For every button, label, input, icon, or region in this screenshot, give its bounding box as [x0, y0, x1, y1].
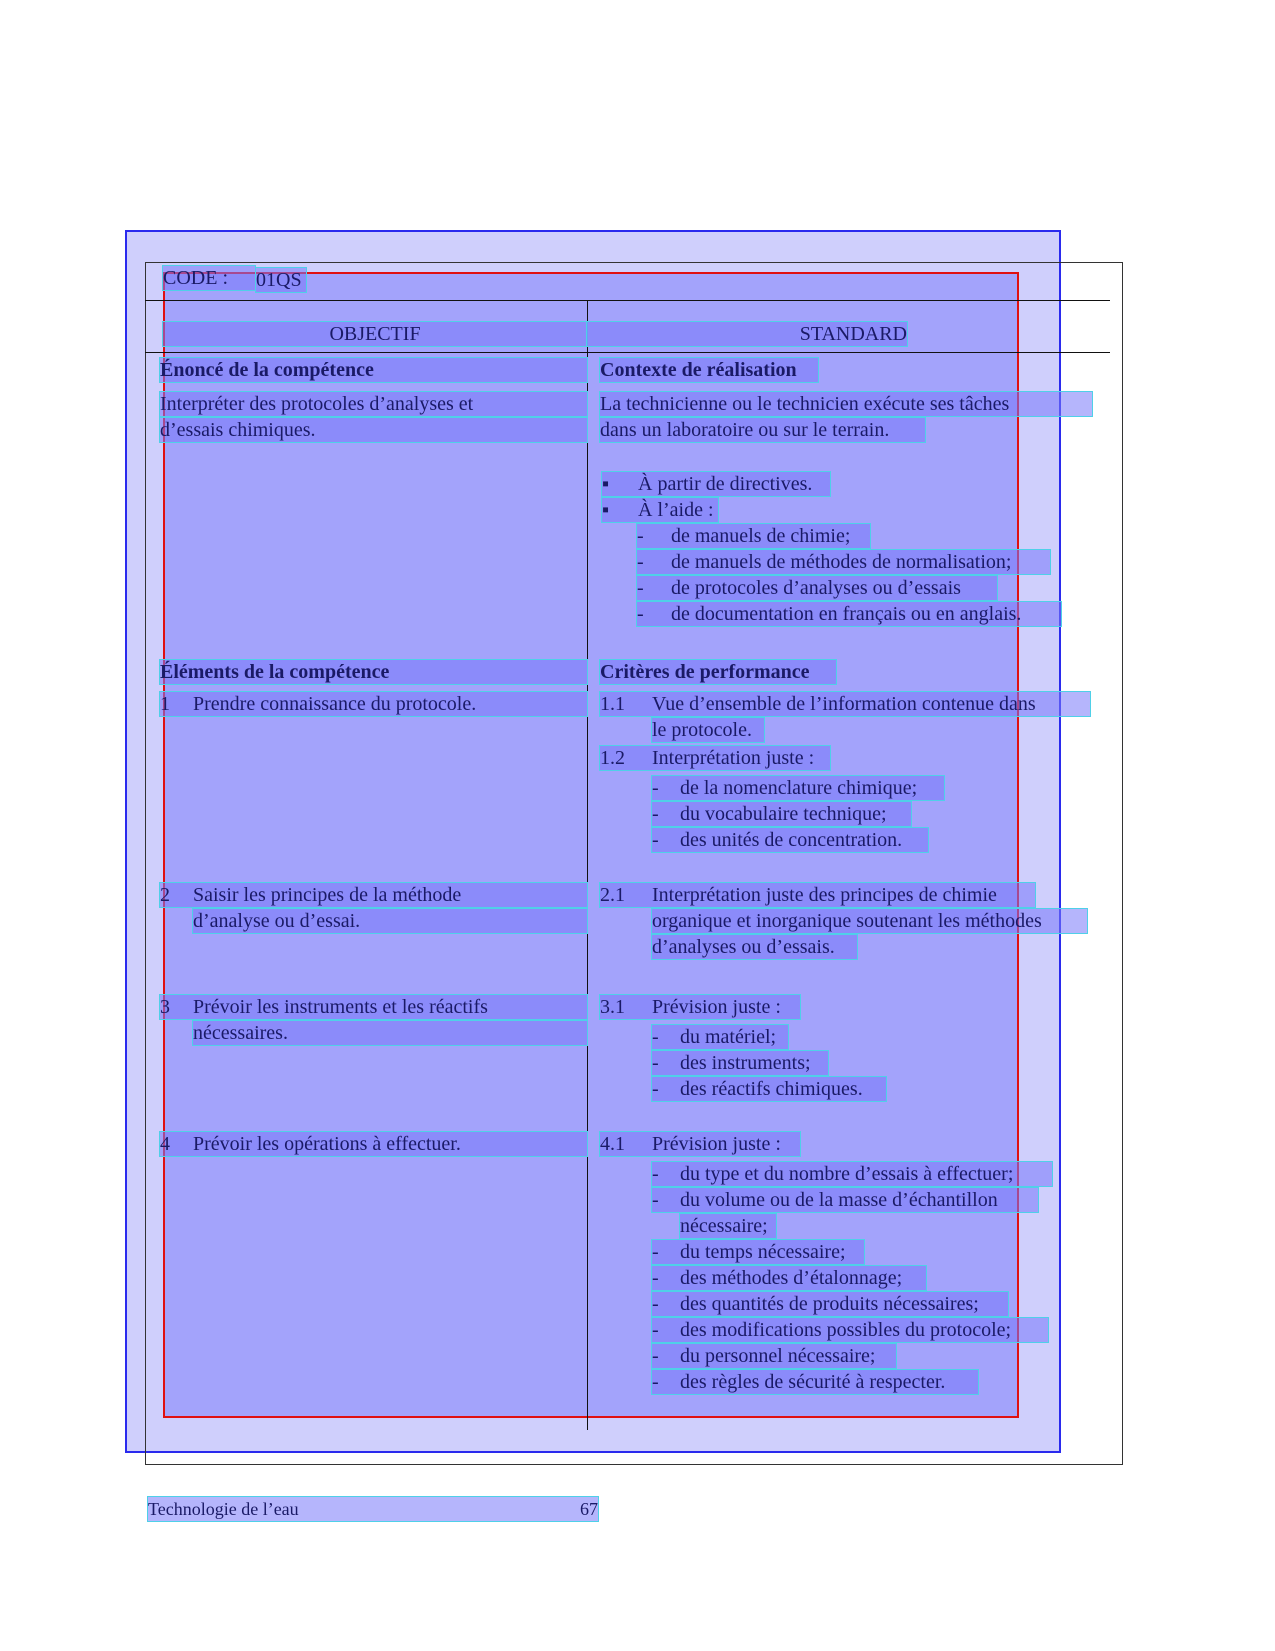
enonce-line: d’essais chimiques.	[160, 418, 587, 442]
bullet-icon: ▪	[602, 473, 610, 495]
critere-sub: - des unités de concentration.	[652, 828, 928, 852]
contexte-bullet: ▪ À l’aide :	[602, 498, 718, 522]
contexte-line: La technicienne ou le technicien exécute ses tâches	[600, 392, 1092, 416]
header-standard: STANDARD	[587, 322, 907, 346]
critere-sub: - du type et du nombre d’essais à effectuer;	[652, 1162, 1052, 1186]
bullet-icon: ▪	[602, 499, 610, 521]
criteres-title: Critères de performance	[600, 660, 836, 684]
enonce-title: Énoncé de la compétence	[160, 358, 587, 382]
header-bottom-rule	[145, 352, 1110, 353]
critere-line: d’analyses ou d’essais.	[652, 935, 857, 959]
critere-sub: - de la nomenclature chimique;	[652, 776, 944, 800]
element-item: 4 Prévoir les opérations à effectuer.	[160, 1132, 587, 1156]
critere-sub: - du temps nécessaire;	[652, 1240, 864, 1264]
critere-sub: - des méthodes d’étalonnage;	[652, 1266, 926, 1290]
element-item: 1 Prendre connaissance du protocole.	[160, 692, 587, 716]
column-divider	[587, 300, 588, 1430]
footer-bar	[148, 1497, 598, 1521]
header-top-rule	[145, 300, 1110, 301]
critere-sub: - du matériel;	[652, 1025, 788, 1049]
critere-item: 3.1 Prévision juste :	[600, 995, 800, 1019]
critere-sub: - des quantités de produits nécessaires;	[652, 1292, 1008, 1316]
code-label: CODE :	[163, 266, 255, 290]
element-line: d’analyse ou d’essai.	[193, 909, 587, 933]
enonce-line: Interpréter des protocoles d’analyses et	[160, 392, 587, 416]
header-objectif: OBJECTIF	[163, 322, 587, 346]
element-line: nécessaires.	[193, 1021, 587, 1045]
critere-sub: - du volume ou de la masse d’échantillon	[652, 1188, 1038, 1212]
critere-item: 1.1 Vue d’ensemble de l’information contenue dans	[600, 692, 1090, 716]
contexte-line: dans un laboratoire ou sur le terrain.	[600, 418, 925, 442]
critere-item: 1.2 Interprétation juste :	[600, 746, 830, 770]
contexte-sub: - de documentation en français ou en anglais.	[637, 602, 1061, 626]
critere-sub: - du vocabulaire technique;	[652, 802, 911, 826]
contexte-title: Contexte de réalisation	[600, 358, 818, 382]
contexte-sub: - de protocoles d’analyses ou d’essais	[637, 576, 997, 600]
elements-title: Éléments de la compétence	[160, 660, 587, 684]
contexte-bullet: ▪ À partir de directives.	[602, 472, 830, 496]
element-item: 2 Saisir les principes de la méthode	[160, 883, 587, 907]
element-item: 3 Prévoir les instruments et les réactifs	[160, 995, 587, 1019]
critere-item: 2.1 Interprétation juste des principes de chimie	[600, 883, 1035, 907]
critere-sub: - des réactifs chimiques.	[652, 1077, 886, 1101]
critere-line: nécessaire;	[680, 1214, 776, 1238]
critere-sub: - des instruments;	[652, 1051, 828, 1075]
critere-sub: - des règles de sécurité à respecter.	[652, 1370, 978, 1394]
critere-line: organique et inorganique soutenant les méthodes	[652, 909, 1087, 933]
critere-item: 4.1 Prévision juste :	[600, 1132, 800, 1156]
contexte-sub: - de manuels de chimie;	[637, 524, 870, 548]
critere-line: le protocole.	[652, 718, 764, 742]
contexte-sub: - de manuels de méthodes de normalisation;	[637, 550, 1050, 574]
code-value: 01QS	[256, 268, 306, 292]
critere-sub: - du personnel nécessaire;	[652, 1344, 896, 1368]
page-number: 67	[580, 1499, 598, 1519]
footer-title: Technologie de l’eau	[148, 1499, 299, 1519]
critere-sub: - des modifications possibles du protocole;	[652, 1318, 1048, 1342]
